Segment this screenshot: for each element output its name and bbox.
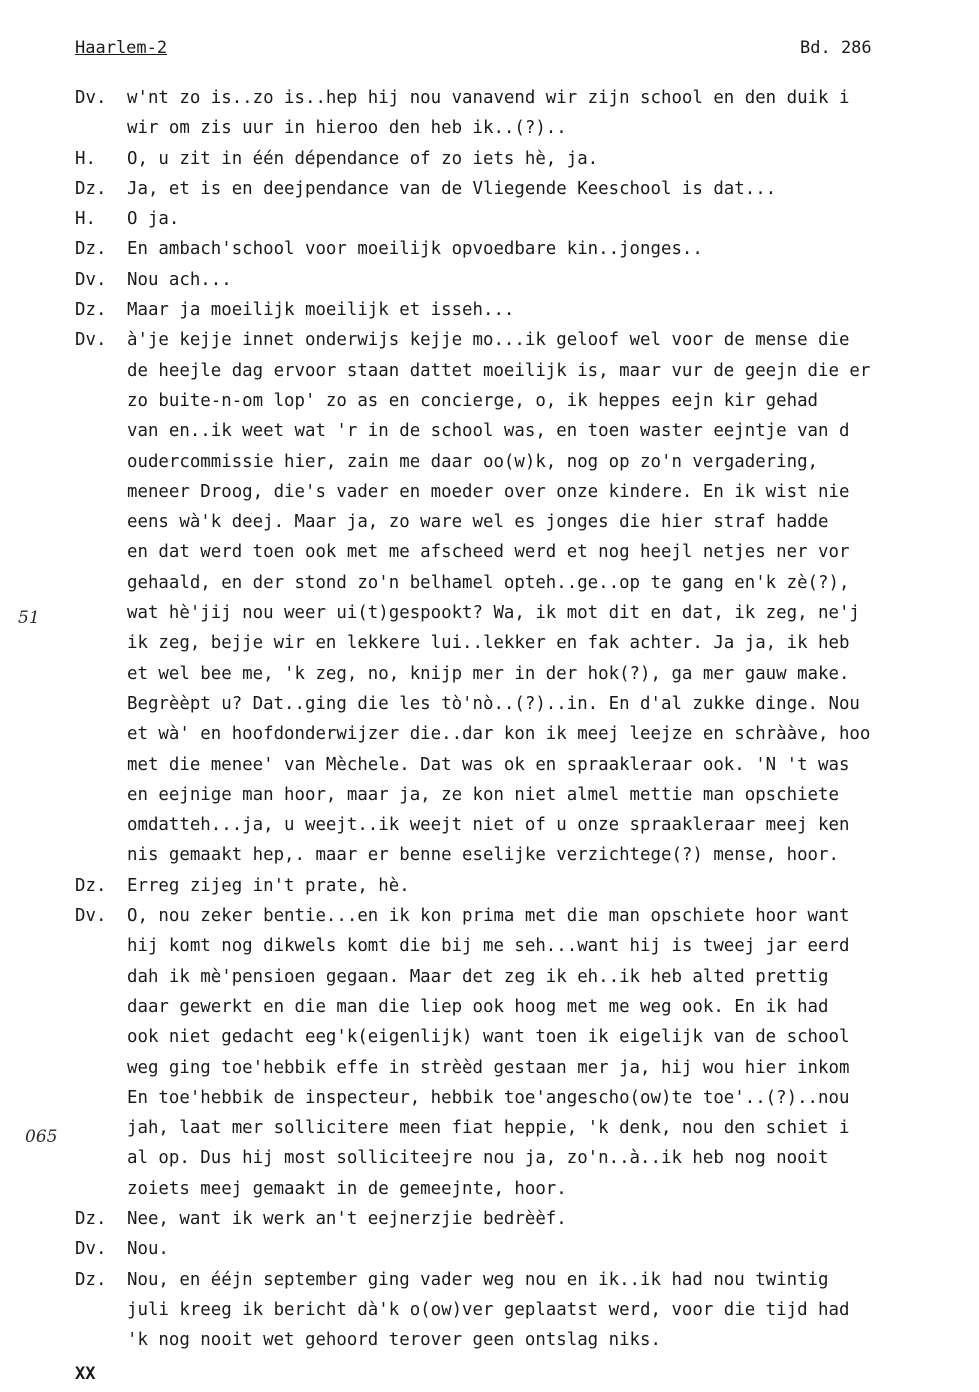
line-text: En ambach'school voor moeilijk opvoedbare kin..jonges..	[127, 239, 703, 260]
transcript-line	[0, 906, 979, 936]
line-text: de heejle dag ervoor staan dattet moeilijk is, maar vur de geejn die er	[127, 360, 871, 381]
speaker-label: Dz.	[75, 1269, 107, 1290]
transcript-line	[0, 421, 979, 451]
transcript-line	[0, 1118, 979, 1148]
transcript-line	[0, 300, 979, 330]
transcript-line	[0, 1209, 979, 1239]
line-text: wir om zis uur in hieroo den heb ik..(?)..	[127, 118, 567, 139]
speaker-label: Dv.	[75, 1239, 107, 1260]
transcript-line	[0, 845, 979, 875]
transcript-line	[0, 149, 979, 179]
line-text: jah, laat mer sollicitere meen fiat heppie, 'k denk, nou den schiet i	[127, 1118, 850, 1139]
transcript-line	[0, 573, 979, 603]
speaker-label: Dz.	[75, 300, 107, 321]
speaker-label: Dv.	[75, 906, 107, 927]
transcript-line	[0, 785, 979, 815]
transcript-line	[0, 936, 979, 966]
transcript-line	[0, 815, 979, 845]
speaker-label: Dv.	[75, 330, 107, 351]
transcript-line	[0, 755, 979, 785]
line-text: nis gemaakt hep,. maar er benne eselijke verzichtege(?) mense, hoor.	[127, 845, 839, 866]
transcript-line	[0, 1270, 979, 1300]
line-text: à'je kejje innet onderwijs kejje mo...ik geloof wel voor de mense die	[127, 330, 850, 351]
line-text: zoiets meej gemaakt in de gemeejnte, hoor.	[127, 1178, 567, 1199]
line-text: 'k nog nooit wet gehoord terover geen ontslag niks.	[127, 1330, 661, 1351]
line-text: al op. Dus hij most solliciteejre nou ja, zo'n..à..ik heb nog nooit	[127, 1148, 829, 1169]
transcript-line	[0, 967, 979, 997]
line-text: omdatteh...ja, u weejt..ik weejt niet of u onze spraakleraar meej ken	[127, 815, 850, 836]
speaker-label: H.	[75, 209, 96, 230]
line-text: Nee, want ik werk an't eejnerzjie bedrèèf.	[127, 1208, 567, 1229]
speaker-label: H.	[75, 148, 96, 169]
line-text: Nou ach...	[127, 269, 232, 290]
line-text: et wel bee me, 'k zeg, no, knijp mer in der hok(?), ga mer gauw make.	[127, 663, 850, 684]
footer-mark: XX	[75, 1364, 96, 1384]
speaker-label: Dz.	[75, 1208, 107, 1229]
transcript-line	[0, 1088, 979, 1118]
transcript-line	[0, 482, 979, 512]
margin-note-line-number: 51	[18, 608, 40, 628]
transcript-line	[0, 724, 979, 754]
line-text: O, nou zeker bentie...en ik kon prima met die man opschiete hoor want	[127, 906, 850, 927]
line-text: O, u zit in één dépendance of zo iets hè, ja.	[127, 148, 599, 169]
line-text: Ja, et is en deejpendance van de Vliegende Keeschool is dat...	[127, 178, 777, 199]
line-text: gehaald, en der stond zo'n belhamel opteh..ge..op te gang en'k zè(?),	[127, 572, 850, 593]
transcript-line	[0, 664, 979, 694]
line-text: En toe'hebbik de inspecteur, hebbik toe'angescho(ow)te toe'..(?)..nou	[127, 1087, 850, 1108]
transcript-line	[0, 239, 979, 269]
transcript-line	[0, 1148, 979, 1178]
transcript-line	[0, 633, 979, 663]
line-text: O ja.	[127, 209, 180, 230]
speaker-label: Dv.	[75, 88, 107, 108]
line-text: en dat werd toen ook met me afscheed werd et nog heejl netjes ner vor	[127, 542, 850, 563]
line-text: hij komt nog dikwels komt die bij me seh...want hij is tweej jar eerd	[127, 936, 850, 957]
margin-note-counter: 065	[25, 1127, 58, 1147]
speaker-label: Dz.	[75, 875, 107, 896]
line-text: Erreg zijeg in't prate, hè.	[127, 875, 410, 896]
transcript-line	[0, 1239, 979, 1269]
transcript-line	[0, 542, 979, 572]
transcript-line	[0, 1330, 979, 1360]
line-text: Begrèèpt u? Dat..ging die les tò'nò..(?)..in. En d'al zukke dinge. Nou	[127, 693, 860, 714]
line-text: Maar ja moeilijk moeilijk et isseh...	[127, 300, 515, 321]
line-text: wat hè'jij nou weer ui(t)gespookt? Wa, ik mot dit en dat, ik zeg, ne'j	[127, 603, 860, 624]
line-text: et wà' en hoofdonderwijzer die..dar kon ik meej leejze en schrààve, hoo	[127, 724, 871, 745]
transcript-line	[0, 209, 979, 239]
transcript-line	[0, 270, 979, 300]
transcript-line	[0, 330, 979, 360]
line-text: juli kreeg ik bericht dà'k o(ow)ver geplaatst werd, voor die tijd had	[127, 1299, 850, 1320]
line-text: w'nt zo is..zo is..hep hij nou vanavend wir zijn school en den duik i	[127, 88, 850, 108]
page-number: Bd. 286	[800, 38, 872, 58]
transcript-line	[0, 118, 979, 148]
transcript-line	[0, 1027, 979, 1057]
transcript-line	[0, 512, 979, 542]
line-text: ik zeg, bejje wir en lekkere lui..lekker en fak achter. Ja ja, ik heb	[127, 633, 850, 654]
line-text: meneer Droog, die's vader en moeder over onze kindere. En ik wist nie	[127, 481, 850, 502]
line-text: Nou.	[127, 1239, 169, 1260]
speaker-label: Dv.	[75, 269, 107, 290]
transcript-line	[0, 391, 979, 421]
line-text: van en..ik weet wat 'r in de school was, en toen waster eejntje van d	[127, 421, 850, 442]
line-text: weg ging toe'hebbik effe in strèèd gestaan mer ja, hij wou hier inkom	[127, 1057, 850, 1078]
transcript-line	[0, 179, 979, 209]
line-text: zo buite-n-om lop' zo as en concierge, o, ik heppes eejn kir gehad	[127, 390, 819, 411]
transcript-line	[0, 1300, 979, 1330]
speaker-label: Dz.	[75, 239, 107, 260]
transcript-line	[0, 876, 979, 906]
transcript-line	[0, 1058, 979, 1088]
transcript-line	[0, 361, 979, 391]
transcript-line	[0, 452, 979, 482]
transcript-body	[0, 88, 979, 1360]
speaker-label: Dz.	[75, 178, 107, 199]
line-text: oudercommissie hier, zain me daar oo(w)k, nog op zo'n vergadering,	[127, 451, 819, 472]
line-text: ook niet gedacht eeg'k(eigenlijk) want toen ik eigelijk van de school	[127, 1027, 850, 1048]
transcript-line	[0, 694, 979, 724]
line-text: Nou, en ééjn september ging vader weg nou en ik..ik had nou twintig	[127, 1269, 829, 1290]
transcript-line	[0, 603, 979, 633]
line-text: eens wà'k deej. Maar ja, zo ware wel es jonges die hier straf hadde	[127, 512, 829, 533]
transcript-line	[0, 997, 979, 1027]
line-text: daar gewerkt en die man die liep ook hoog met me weg ook. En ik had	[127, 996, 829, 1017]
line-text: met die menee' van Mèchele. Dat was ok en spraakleraar ook. 'N 't was	[127, 754, 850, 775]
line-text: dah ik mè'pensioen gegaan. Maar det zeg ik eh..ik heb alted prettig	[127, 966, 829, 987]
document-title: Haarlem-2	[75, 38, 168, 58]
transcript-line	[0, 88, 979, 118]
transcript-line	[0, 1179, 979, 1209]
line-text: en eejnige man hoor, maar ja, ze kon niet almel mettie man opschiete	[127, 784, 839, 805]
